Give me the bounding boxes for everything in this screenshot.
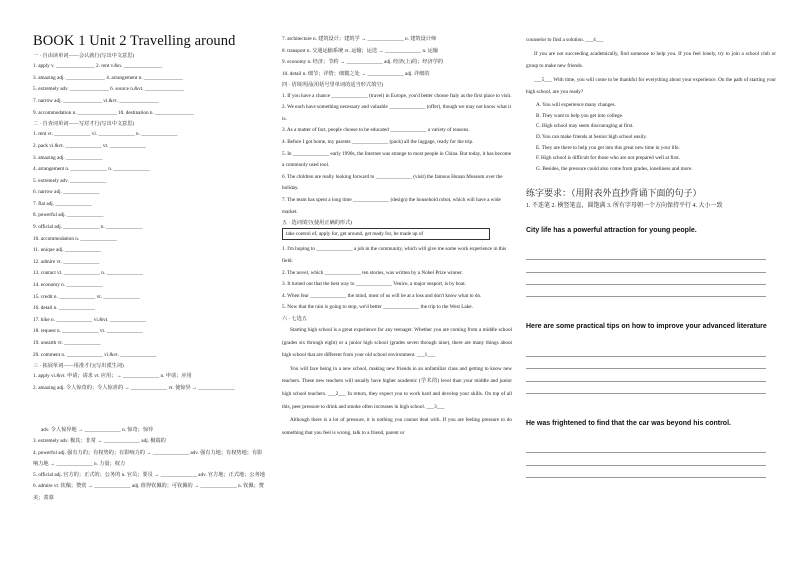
list-item: 11. unique adj. ______________ [33, 247, 102, 254]
list-item: 3. It turned out that the best way to ______________ Venice, a major seaport, is by boat. [282, 281, 467, 288]
column-right [526, 34, 776, 478]
list-item: 1. apply vi.&vt. 申请；请求 vt. 应用；→ ______________ n. 申请；应用 [33, 373, 192, 380]
list-item: 16. detail n. ______________ [33, 305, 96, 312]
list-item: 9. official adj. ______________ n. ______________ [33, 224, 143, 231]
writing-line[interactable] [526, 441, 766, 453]
section-5-heading: 五 · 选词填空(使用正确的形式) [282, 220, 353, 227]
list-item: 2. The novel, which ______________ ten stories, was written by a Nobel Prize winner. [282, 269, 463, 276]
writing-lines [526, 344, 776, 394]
list-item: 4. Before I got home, my parents ______________ (pack) all the luggage, ready for the trip. [282, 138, 474, 145]
passage-paragraph: You will face being in a new school, making new friends in an unfamiliar class and getting to know new teachers. These new teachers will usually have higher academic (学术的) level than your middle and junior high school teachers. ___2___ In return, they expect you to work hard and develop your skills. On top of all this, peer pressure to drink and smoke often increases in high school. ___3___ [282, 365, 512, 410]
section-6-heading: 六 · 七选五 [282, 315, 308, 322]
list-item: 3. extremely adv. 极其；非常 → ______________ adj. 极端的 [33, 438, 166, 445]
section-3-heading: 三 · 拓展单词——用准才行(写出派生词) [33, 363, 124, 370]
list-item: 7. The team has spent a long time ______________ (design) the household robot, which will have a wide market. [282, 196, 501, 215]
list-item: 1. If you have a chance ______________ (travel) in Europe, you'd better choose Italy as the first place to visit. [282, 92, 512, 99]
passage-paragraph: Starting high school is a great experience for any teenager. Whether you are coming from a middle school (grades six through eight) or a junior high school (grades seven through nine), there are many things about high school that are different from your old school environment. ___1___ [282, 327, 512, 359]
option-item: E. They are there to help you get into this great new time in your life. [536, 144, 680, 151]
list-item: 2. pack vi.&vt. ______________ vt. ______________ [33, 142, 146, 149]
blank-space [33, 395, 265, 425]
list-item: 1. I'm hoping to ______________ a job in the community, which will give me some work experience in this field. [282, 246, 507, 264]
list-item: 9. accommodation n. _______________ 10. destination n. _______________ [33, 109, 194, 116]
options-list [526, 100, 776, 175]
list-item: 12. admire vt. ______________ [33, 258, 100, 265]
copy-sentence: He was frightened to find that the car was beyond his control. [526, 419, 731, 427]
list-item: 7. architecture n. 建筑设计；建筑学 → ______________ n. 建筑设计师 [282, 36, 437, 42]
writing-line[interactable] [526, 369, 766, 381]
list-item: 18. request n. ______________ vt. ______________ [33, 328, 143, 335]
list-item: 10. detail n. 细节；详情；细微之处 → ______________ adj. 详细的 [282, 70, 430, 77]
list-item: 20. comment n. ______________ vi.&vt. ______________ [33, 351, 157, 358]
section-4-list [282, 91, 512, 219]
list-item: 8. transport n. 交通运输系统 vt. 运输；运送 → ______________ n. 运输 [282, 47, 439, 54]
passage-paragraph: counselor to find a solution. ___4___ [526, 37, 604, 43]
option-item: B. They want to help you get into college. [536, 112, 624, 119]
option-item: A. You will experience many changes. [536, 101, 616, 108]
list-item: 17. hike n. ______________ vi.&vt. ______________ [33, 316, 147, 323]
list-item: 7. flat adj. ______________ [33, 200, 92, 207]
section-1-heading: 一 · 自由读单词——会认就行(写出中文意思) [33, 52, 135, 59]
writing-line[interactable] [526, 285, 766, 297]
section-2-list [33, 129, 265, 361]
word-bank-box: take control of, apply for, get around, get ready for, be made up of [282, 228, 490, 240]
list-item: 4. powerful adj. 强有力的；有权势的；有影响力的 → ______________ adv. 强有力地；有权势地；有影响力地 → ______________ n. 力量；权力 [33, 449, 263, 467]
list-item: 5. Now that the rain is going to stop, we'd better ______________ the trip to the West Lake. [282, 304, 473, 311]
list-item: 3. As a matter of fact, people choose to be educated ______________ a variety of reasons. [282, 127, 470, 134]
list-item: 10. accommodation n. ______________ [33, 235, 117, 242]
section-2-heading: 二 · 自查词单词——写对才行(写出中文意思) [33, 121, 135, 128]
section-1-list [33, 61, 265, 119]
list-item: 4. When fear ______________ the mind, most of us will be at a loss and don't know what to do. [282, 292, 482, 299]
writing-line[interactable] [526, 453, 766, 465]
list-item: 5. In ______________ early 1990s, the Internet was strange to most people in China. But today, it has become a commonly used tool. [282, 150, 512, 169]
list-item: 14. economy n. ______________ [33, 282, 103, 289]
option-item: F. High school is difficult for those who are not prepared well at first. [536, 155, 680, 162]
list-item: 2. amazing adj. 令人惊奇的；令人惊喜的 → ______________ vt. 使惊异 → ______________ [33, 384, 235, 391]
list-item: 5. official adj. 官方的；正式的；公务的 n. 官员；要员 → ______________ adv. 官方地；正式地；公务地 [33, 472, 265, 479]
writing-line[interactable] [526, 382, 766, 394]
section-4-heading: 四 · 语境巩固(用括号里单词的适当形式填空) [282, 82, 384, 89]
copy-sentence: City life has a powerful attraction for young people. [526, 226, 697, 234]
column-middle [282, 34, 512, 440]
copy-sentence: Here are some practical tips on how to improve your advanced literature [526, 323, 767, 331]
writing-lines [526, 248, 776, 298]
writing-line[interactable] [526, 357, 766, 369]
handwriting-heading: 练字要求：（用附表外直抄背诵下面的句子） [526, 187, 702, 198]
list-item: 5. extremely adv. ______________ [33, 177, 107, 184]
list-item: 3. amazing adj. _______________ 4. arrangement n. _______________ [33, 74, 183, 81]
passage-paragraph: If you are not succeeding academically, find someone to help you. If you feel lonely, try to join a school club or group to make new friends. [526, 50, 776, 70]
list-item: 19. unearth vt. ______________ [33, 340, 101, 346]
list-item: 8. powerful adj. ______________ [33, 212, 104, 219]
writing-line[interactable] [526, 273, 766, 285]
section-3-list [33, 371, 265, 503]
passage-paragraph: ___5___ With time, you will come to be thankful for everything about your experience. On the path of starting your high school, are you ready? [526, 76, 776, 96]
writing-line[interactable] [526, 344, 766, 356]
writing-line[interactable] [526, 248, 766, 260]
worksheet-title: BOOK 1 Unit 2 Travelling around [33, 33, 236, 49]
option-item: C. High school may seem discouraging at first. [536, 123, 634, 130]
list-item: 9. economy n. 经济；节约 → ______________ adj. 经济(上)的；经济学的 [282, 59, 444, 66]
list-item: adv. 令人惊异地 → ______________ n. 惊奇；惊异 [41, 426, 154, 433]
list-item: 1. apply v. _______________ 2. rent v.&n. _______________ [33, 63, 163, 70]
list-item: 6. admire vt. 钦佩；赞赏 → ______________ adj. 值得钦佩的；可钦佩的 → ______________ n. 钦佩；赞美；羡慕 [33, 483, 264, 501]
list-item: 6. The children are really looking forward to ______________ (visit) the famous Hunan Museum over the holiday. [282, 173, 503, 192]
list-item: 4. arrangement n. ______________ n. ______________ [33, 166, 150, 173]
option-item: D. You can make friends at Senior high school easily. [536, 134, 647, 141]
writing-line[interactable] [526, 260, 766, 272]
list-item: 7. narrow adj. _______________ vi.&vt. _______________ [33, 97, 159, 104]
list-item: 2. We each have something necessary and valuable ______________ (offer), though we may not know what it is. [282, 104, 512, 122]
writing-lines [526, 441, 776, 478]
writing-line[interactable] [526, 466, 766, 478]
section-5-list [282, 244, 512, 314]
list-item: 3. amazing adj. ______________ [33, 154, 103, 161]
list-item: 13. contact vt. ______________ n. ______________ [33, 270, 143, 277]
column-left [33, 34, 265, 504]
passage-paragraph: Although there is a lot of pressure, it is nothing you cannot deal with. If you are feeling pressure to do something that you feel is wrong, talk to a friend, parent or [282, 417, 512, 436]
option-item: G. Besides, the pressure could also come from grades, loneliness and more. [536, 166, 693, 173]
list-item: 6. narrow adj. ______________ [33, 189, 100, 196]
list-item: 1. rent vt. ______________ vi. ______________ n. ______________ [33, 131, 178, 138]
list-item: 5. extremely adv. _______________ 6. source n.&vt. _______________ [33, 86, 184, 93]
list-item: 15. credit n. ______________ vt. ______________ [33, 293, 140, 300]
handwriting-requirements: 1. 不连笔 2. 横竖笔直，圆饱满 3. 所有字母朝一个方向保持平行 4. 大小一致 [526, 202, 723, 209]
